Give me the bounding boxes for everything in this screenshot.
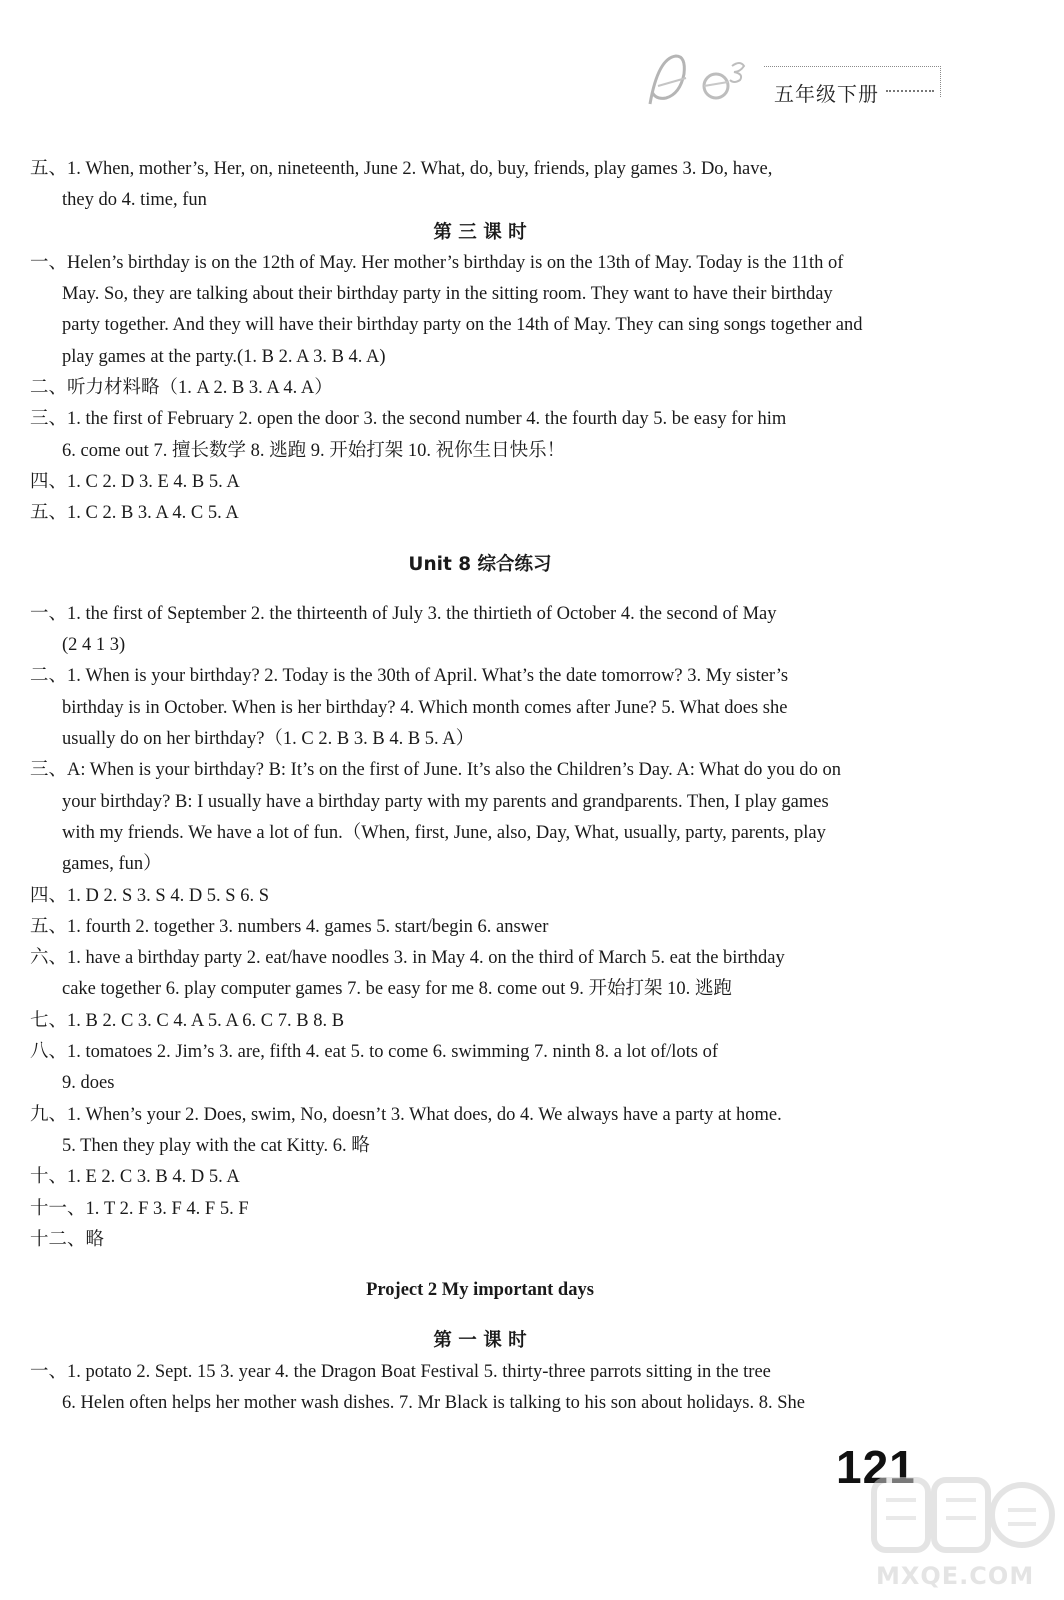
answer-line: cake together 6. play computer games 7. be easy for me 8. come out 9. 开始打架 10. 逃跑 <box>62 979 732 1000</box>
answer-line: your birthday? B: I usually have a birthday party with my parents and grandparents. Then, I play games <box>62 791 829 812</box>
answer-line: 五、1. When, mother’s, Her, on, nineteenth, June 2. What, do, buy, friends, play games 3. Do, have, <box>30 159 773 179</box>
answer-line: 九、1. When’s your 2. Does, swim, No, doesn’t 3. What does, do 4. We always have a party at home. <box>30 1104 782 1125</box>
watermark-site: MXQE.COM <box>876 1562 1035 1590</box>
answer-line: 二、听力材料略（1. A 2. B 3. A 4. A） <box>30 378 333 399</box>
spacer <box>30 1306 930 1325</box>
answer-line: birthday is in October. When is her birthday? 4. Which month comes after June? 5. What does she <box>62 697 788 718</box>
answer-line: play games at the party.(1. B 2. A 3. B 4. A) <box>62 346 386 367</box>
answer-line: 四、1. D 2. S 3. S 4. D 5. S 6. S <box>30 885 270 906</box>
section-heading: 第 三 课 时 <box>433 221 527 243</box>
answer-line: 一、1. potato 2. Sept. 15 3. year 4. the Dragon Boat Festival 5. thirty-three parrots sitting in the tree <box>30 1361 771 1382</box>
grade-tag-dots <box>886 90 934 92</box>
spacer <box>30 580 930 599</box>
answer-key-content <box>30 154 930 1419</box>
answer-line: games, fun） <box>62 854 162 875</box>
section-heading: 第 一 课 时 <box>433 1330 527 1352</box>
answer-line: 三、1. the first of February 2. open the door 3. the second number 4. the fourth day 5. be easy for him <box>30 409 787 430</box>
answer-line: 十二、略 <box>30 1229 105 1250</box>
answer-line: 七、1. B 2. C 3. C 4. A 5. A 6. C 7. B 8. B <box>30 1010 345 1031</box>
answer-line: 三、A: When is your birthday? B: It’s on the first of June. It’s also the Children’s Day. A: What do you do on <box>30 760 841 781</box>
answer-line: 9. does <box>62 1073 115 1094</box>
answer-line: with my friends. We have a lot of fun.（When, first, June, also, Day, What, usually, party, parents, play <box>62 822 826 843</box>
answer-line: 五、1. C 2. B 3. A 4. C 5. A <box>30 503 239 524</box>
answer-line: 5. Then they play with the cat Kitty. 6. 略 <box>62 1135 370 1156</box>
answer-line: 十一、1. T 2. F 3. F 4. F 5. F <box>30 1198 249 1219</box>
spacer <box>30 1256 930 1275</box>
brand-logo-icon <box>640 48 780 110</box>
answer-line: 二、1. When is your birthday? 2. Today is the 30th of April. What’s the date tomorrow? 3. My sister’s <box>30 666 789 687</box>
section-heading: Project 2 My important days <box>366 1280 594 1301</box>
answer-line: May. So, they are talking about their birthday party in the sitting room. They want to have their birthday <box>62 284 833 305</box>
answer-line: they do 4. time, fun <box>62 190 207 211</box>
answer-line: usually do on her birthday?（1. C 2. B 3. B 4. B 5. A） <box>62 729 475 750</box>
answer-line: party together. And they will have their birthday party on the 14th of May. They can sing songs together and <box>62 315 863 336</box>
answer-line: 6. come out 7. 擅长数学 8. 逃跑 9. 开始打架 10. 祝你生日快乐！ <box>62 440 566 461</box>
answer-line: 四、1. C 2. D 3. E 4. B 5. A <box>30 471 240 492</box>
answer-line: 五、1. fourth 2. together 3. numbers 4. games 5. start/begin 6. answer <box>30 916 549 937</box>
answer-line: 十、1. E 2. C 3. B 4. D 5. A <box>30 1167 240 1188</box>
watermark-logo-icon <box>868 1470 1058 1565</box>
section-heading: Unit 8 综合练习 <box>408 553 552 575</box>
grade-label: 五年级下册 <box>774 82 879 106</box>
spacer <box>30 530 930 549</box>
watermark <box>868 1470 1058 1595</box>
page-number: 121 <box>836 1441 916 1493</box>
answer-line: 一、Helen’s birthday is on the 12th of May. Her mother’s birthday is on the 13th of May. Today is the 11th of <box>30 252 844 273</box>
answer-line: 6. Helen often helps her mother wash dishes. 7. Mr Black is talking to his son about holidays. 8. She <box>62 1392 805 1413</box>
grade-tag <box>764 66 944 110</box>
answer-line: 八、1. tomatoes 2. Jim’s 3. are, fifth 4. eat 5. to come 6. swimming 7. ninth 8. a lot of/lots of <box>30 1042 719 1063</box>
answer-line: 一、1. the first of September 2. the thirteenth of July 3. the thirtieth of October 4. the second of May <box>30 603 777 624</box>
answer-line: (2 4 1 3) <box>62 635 126 656</box>
answer-line: 六、1. have a birthday party 2. eat/have noodles 3. in May 4. on the third of March 5. eat the birthday <box>30 948 785 969</box>
